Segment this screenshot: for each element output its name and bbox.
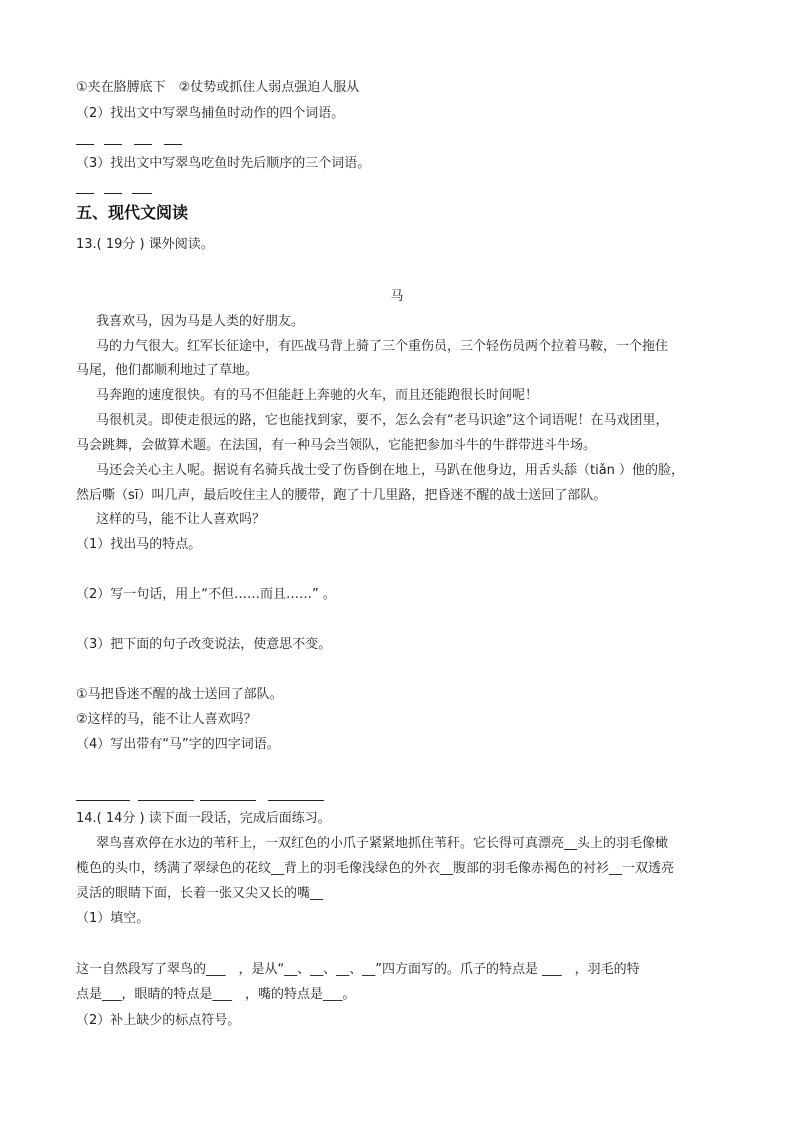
q14-sub1: （1）填空。 xyxy=(76,911,150,926)
q13-sub3-item: ②这样的马，能不让人喜欢吗？ xyxy=(76,712,257,727)
passage-paragraph: 马很机灵。即使走很远的路，它也能找到家，要不，怎么会有“老马识途”这个词语呢！在马戏团里， xyxy=(96,413,669,428)
q12-options: ①夹在胳膊底下 ②仗势或抓住人弱点强迫人服从 xyxy=(76,80,360,95)
q12-sub3: （3）找出文中写翠鸟吃鱼时先后顺序的三个词语。 xyxy=(76,156,371,171)
q13-sub3: （3）把下面的句子改变说法，使意思不变。 xyxy=(76,637,332,652)
q13-sub4: （4）写出带有“马”字的四字词语。 xyxy=(76,737,280,752)
passage-paragraph: 这样的马，能不让人喜欢吗？ xyxy=(96,512,266,527)
q14-passage-line: 榄色的头巾，绣满了翠绿色的花纹__背上的羽毛像浅绿色的外衣__腹部的羽毛像赤褐色的衬衫__一双透亮 xyxy=(76,861,675,876)
answer-blank[interactable] xyxy=(164,144,182,145)
q14-header: 14.( 14分 ) 读下面一段话，完成后面练习。 xyxy=(76,811,331,826)
answer-blank[interactable] xyxy=(268,800,324,801)
section-heading: 五、现代文阅读 xyxy=(76,203,189,222)
q13-header: 13.( 19分 ) 课外阅读。 xyxy=(76,237,214,252)
passage-paragraph: 马会跳舞，会做算术题。在法国，有一种马会当领队，它能把参加斗牛的牛群带进斗牛场。 xyxy=(76,438,597,453)
answer-blank[interactable] xyxy=(132,193,152,194)
q14-sub1-text: 点是___，眼睛的特点是___ ，嘴的特点是___。 xyxy=(76,987,356,1002)
q13-sub2: （2）写一句话，用上“不但……而且……” 。 xyxy=(76,587,336,602)
answer-blank[interactable] xyxy=(104,193,122,194)
passage-title: 马 xyxy=(390,289,404,304)
passage-paragraph: 然后嘶（sī）叫几声，最后咬住主人的腰带，跑了十几里路，把昏迷不醒的战士送回了部队。 xyxy=(76,488,607,503)
answer-blank[interactable] xyxy=(138,800,194,801)
q14-sub2: （2）补上缺少的标点符号。 xyxy=(76,1013,241,1028)
q14-passage-line: 翠鸟喜欢停在水边的苇秆上，一双红色的小爪子紧紧地抓住苇秆。它长得可真漂亮__头上的羽毛像橄 xyxy=(96,836,669,851)
passage-paragraph: 马尾，他们都顺利地过了草地。 xyxy=(76,363,259,378)
answer-blank[interactable] xyxy=(76,800,130,801)
q13-sub1: （1）找出马的特点。 xyxy=(76,537,202,552)
passage-paragraph: 马的力气很大。红军长征途中，有匹战马背上骑了三个重伤员，三个轻伤员两个拉着马鞍，一个拖住 xyxy=(96,339,669,354)
passage-paragraph: 马还会关心主人呢。据说有名骑兵战士受了伤昏倒在地上，马趴在他身边，用舌头舔（tiǎn ）他的脸， xyxy=(96,463,685,478)
q14-passage-line: 灵活的眼睛下面，长着一张又尖又长的嘴__ xyxy=(76,886,324,901)
q12-sub2: （2）找出文中写翠鸟捕鱼时动作的四个词语。 xyxy=(76,106,345,121)
passage-paragraph: 马奔跑的速度很快。有的马不但能赶上奔驰的火车，而且还能跑很长时间呢！ xyxy=(96,388,539,403)
passage-paragraph: 我喜欢马，因为马是人类的好朋友。 xyxy=(96,314,305,329)
answer-blank[interactable] xyxy=(104,144,122,145)
answer-blank[interactable] xyxy=(200,800,256,801)
answer-blank[interactable] xyxy=(134,144,152,145)
q14-sub1-text: 这一自然段写了翠鸟的___ ，是从“__、__、__、__”四方面写的。爪子的特点是 ___ ，羽毛的特 xyxy=(76,962,640,977)
answer-blank[interactable] xyxy=(76,144,94,145)
answer-blank[interactable] xyxy=(76,193,94,194)
q13-sub3-item: ①马把昏迷不醒的战士送回了部队。 xyxy=(76,687,283,702)
